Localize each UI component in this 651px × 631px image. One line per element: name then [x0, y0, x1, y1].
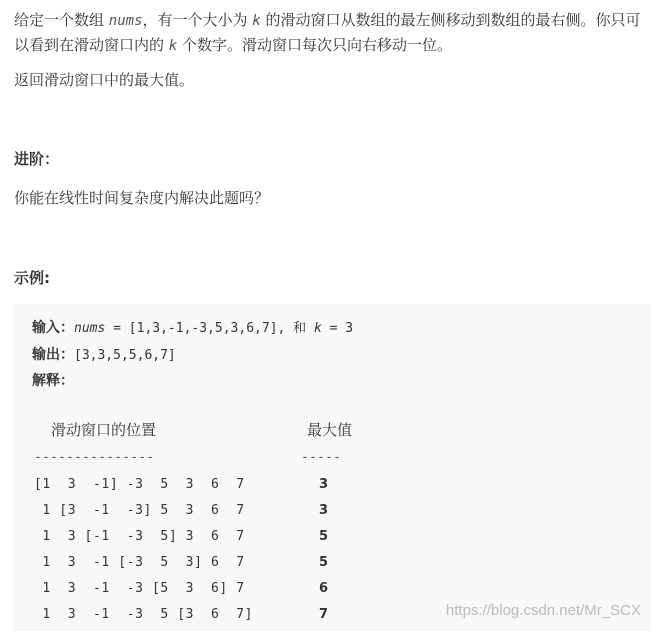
window-max: 5 — [319, 529, 329, 544]
advanced-text: 你能在线性时间复杂度内解决此题吗？ — [14, 189, 270, 207]
explain-line — [32, 368, 74, 394]
text-segment: ，有一个大小为 — [142, 11, 253, 29]
window-position: 1 3 -1 [-3 5 3] 6 7 — [34, 555, 245, 570]
column-header-window: 滑动窗口的位置 — [51, 421, 157, 439]
advanced-heading: 进阶： — [14, 150, 60, 168]
input-label: 输入： — [32, 320, 74, 336]
window-position: 1 [3 -1 -3] 5 3 6 7 — [34, 503, 245, 518]
window-max: 6 — [319, 581, 329, 596]
window-position: 1 3 -1 -3 [5 3 6] 7 — [34, 581, 245, 596]
window-position: 1 3 -1 -3 5 [3 6 7] — [34, 607, 254, 622]
input-var-nums: nums — [74, 321, 106, 336]
example-code-block — [14, 304, 651, 631]
text-segment: 的滑动窗口从数组的最左侧移动到数组的最右侧。你只可以看到在滑动窗口内的 — [14, 11, 641, 54]
column-header-max: 最大值 — [307, 421, 353, 439]
input-var-k: k — [313, 321, 322, 336]
var-nums: nums — [108, 13, 143, 29]
table-row — [14, 576, 651, 602]
window-max: 3 — [319, 477, 329, 492]
output-label: 输出： — [32, 347, 74, 363]
output-value: [3,3,5,5,6,7] — [74, 348, 176, 363]
output-line — [32, 342, 176, 368]
table-row — [14, 550, 651, 576]
input-line — [32, 315, 353, 341]
window-divider: --------------- — [34, 450, 155, 465]
window-position: 1 3 [-1 -3 5] 3 6 7 — [34, 529, 245, 544]
var-k: k — [252, 13, 261, 29]
input-array: = [1,3,-1,-3,5,3,6,7], 和 — [105, 321, 314, 336]
input-k-value: = 3 — [321, 321, 354, 336]
explain-label: 解释： — [32, 373, 74, 389]
max-divider: ----- — [301, 450, 342, 465]
problem-return: 返回滑动窗口中的最大值。 — [14, 71, 195, 89]
table-row — [14, 498, 651, 524]
table-row — [14, 524, 651, 550]
text-segment: 个数字。滑动窗口每次只向右移动一位。 — [177, 36, 452, 54]
window-max: 3 — [319, 503, 329, 518]
table-row — [14, 472, 651, 498]
problem-description — [14, 8, 643, 58]
example-heading: 示例: — [14, 269, 50, 287]
var-k: k — [168, 38, 178, 54]
watermark: https://blog.csdn.net/Mr_SCX — [445, 602, 641, 619]
window-max: 7 — [319, 607, 329, 622]
window-position: [1 3 -1] -3 5 3 6 7 — [34, 477, 245, 492]
window-max: 5 — [319, 555, 329, 570]
text-segment: 给定一个数组 — [14, 11, 109, 29]
